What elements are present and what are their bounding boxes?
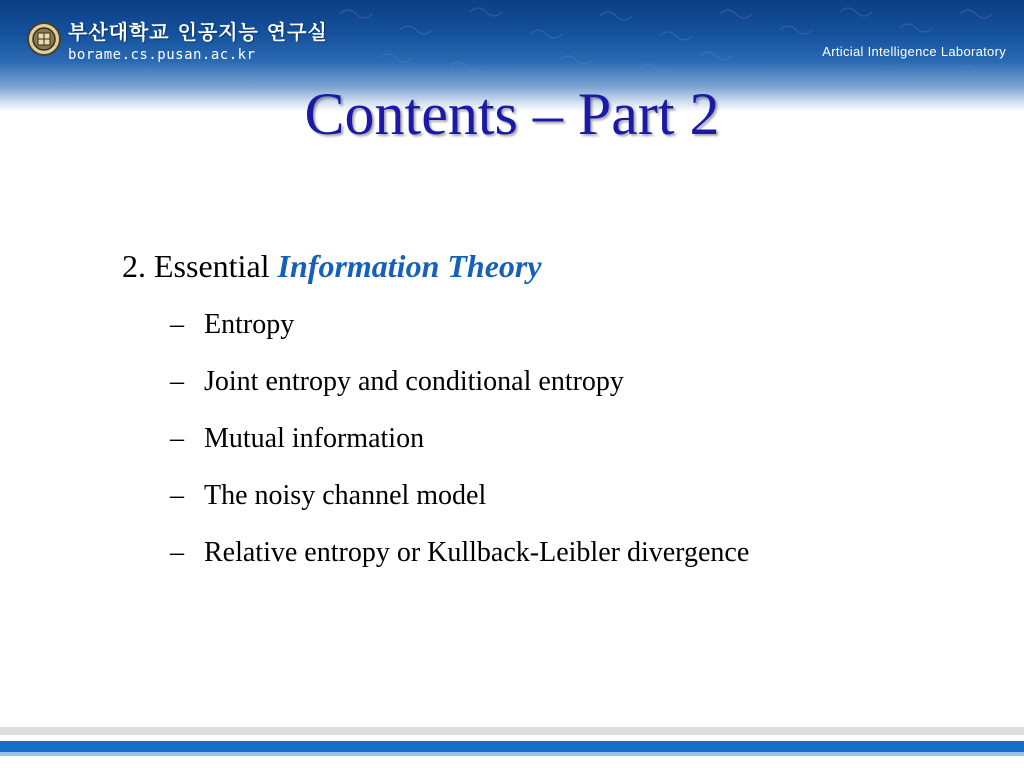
dash-bullet: –	[170, 480, 184, 511]
list-item-text: The noisy channel model	[204, 480, 487, 511]
university-name: 부산대학교 인공지능 연구실	[68, 20, 328, 44]
list-item-text: Mutual information	[204, 423, 425, 454]
footer-blue-stripe	[0, 741, 1024, 752]
footer-light-stripe	[0, 752, 1024, 756]
dash-bullet: –	[170, 537, 184, 568]
university-seal-icon	[26, 20, 62, 58]
list-item-text: Relative entropy or Kullback-Leibler divergence	[204, 537, 750, 568]
list-item	[170, 467, 982, 524]
list-item	[170, 410, 982, 467]
list-item	[170, 524, 982, 581]
section-heading	[122, 240, 982, 292]
section-heading-prefix: 2. Essential	[122, 248, 278, 284]
topic-list	[122, 296, 982, 581]
list-item-text: Entropy	[204, 309, 295, 340]
section-heading-emphasis: Information Theory	[277, 248, 542, 284]
dash-bullet: –	[170, 423, 184, 454]
lab-name: Articial Intelligence Laboratory	[822, 44, 1006, 59]
dash-bullet: –	[170, 309, 184, 340]
slide-title: Contents – Part 2	[304, 81, 720, 147]
university-url: borame.cs.pusan.ac.kr	[68, 47, 256, 63]
footer-gray-stripe	[0, 727, 1024, 735]
list-item	[170, 296, 982, 353]
university-logo	[26, 20, 328, 64]
slide-content	[122, 240, 982, 581]
dash-bullet: –	[170, 366, 184, 397]
list-item	[170, 353, 982, 410]
list-item-text: Joint entropy and conditional entropy	[204, 366, 624, 397]
